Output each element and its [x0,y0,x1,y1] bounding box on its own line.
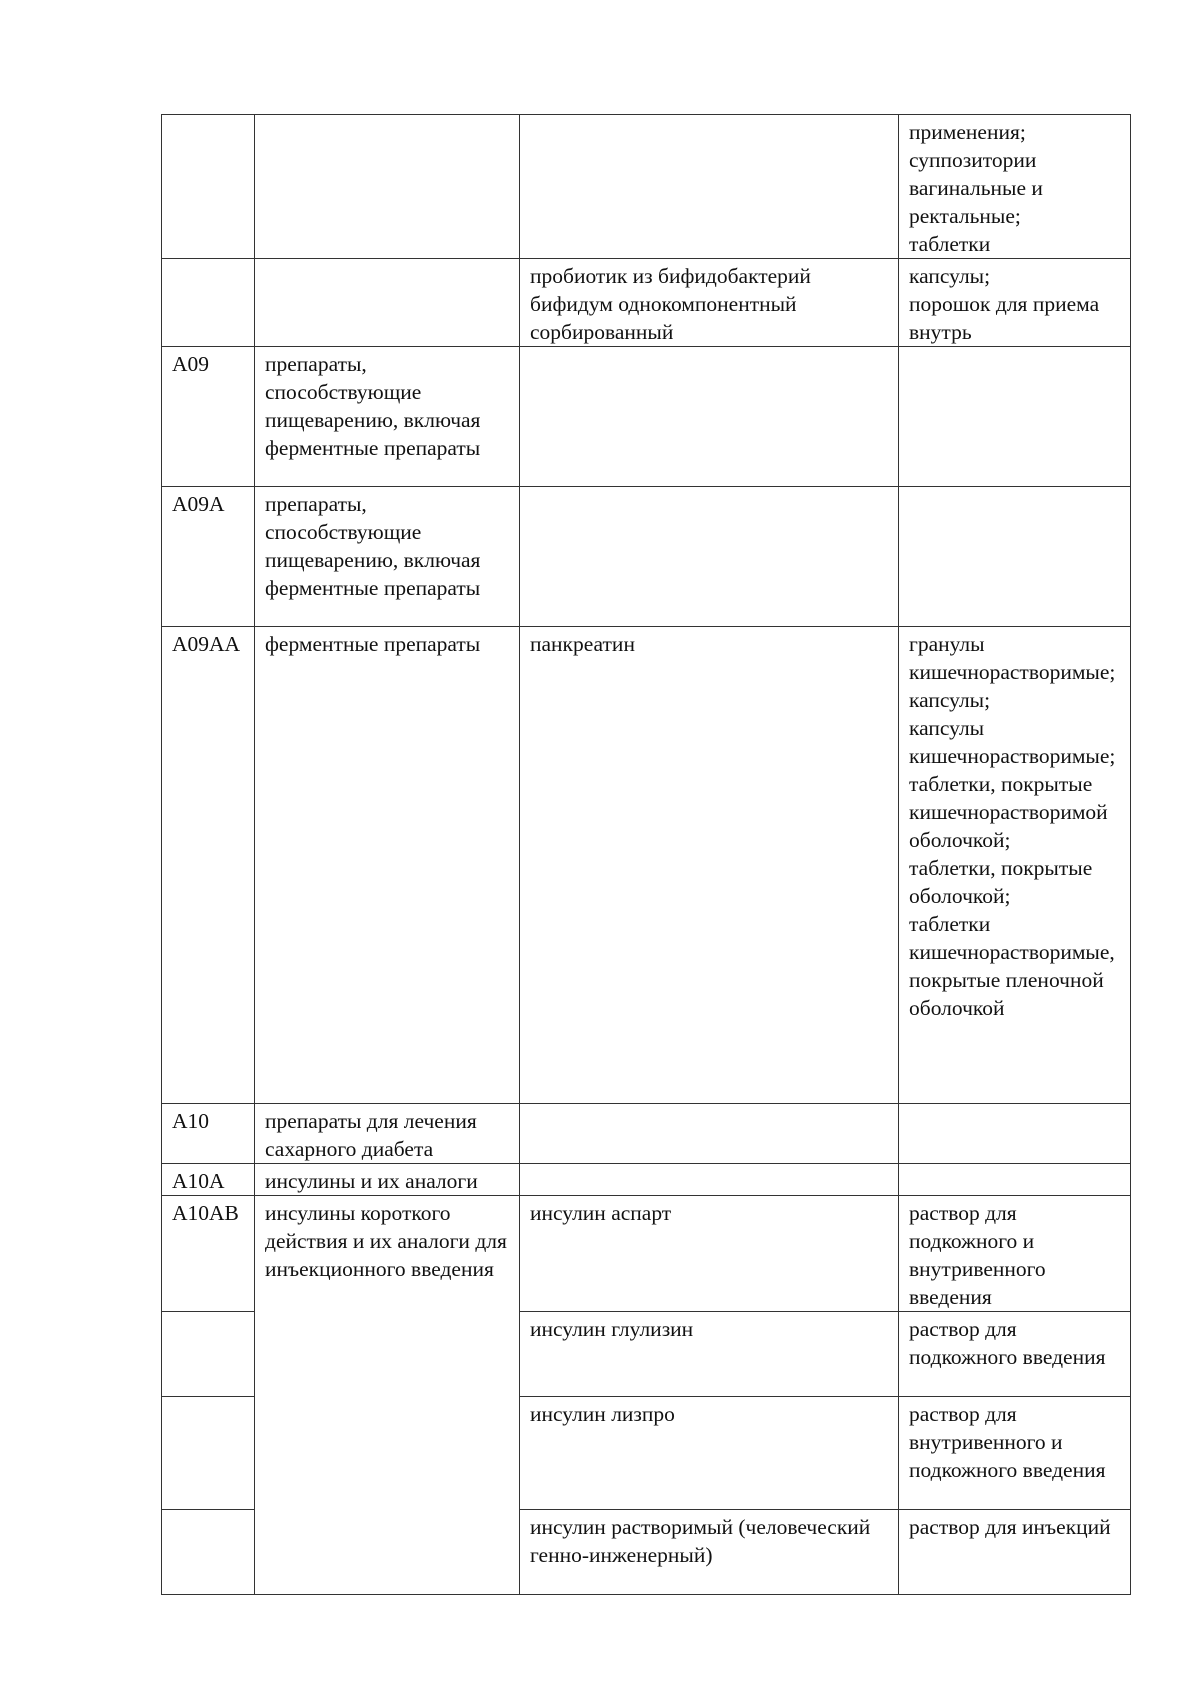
inn-cell: инсулин лизпро [520,1397,899,1510]
dosage-form: применения; [909,120,1026,144]
dosage-form: раствор для внутривенного и подкожного введения [909,1402,1106,1482]
atc-code-cell: A10A [162,1164,255,1196]
dosage-forms-cell [899,1312,1131,1397]
dosage-form: гранулы кишечнорастворимые; [909,632,1116,684]
table-row [162,487,1131,627]
atc-code-cell: A09 [162,347,255,487]
group-cell: препараты для лечения сахарного диабета [255,1104,520,1164]
dosage-form: таблетки, покрытые оболочкой; [909,856,1093,908]
dosage-form: капсулы; [909,688,991,712]
dosage-form: таблетки, покрытые кишечнорастворимой оболочкой; [909,772,1108,852]
dosage-forms-cell [899,627,1131,1104]
dosage-form: раствор для подкожного введения [909,1317,1106,1369]
dosage-form: суппозитории вагинальные и ректальные; [909,148,1043,228]
table-row [162,347,1131,487]
inn-cell: пробиотик из бифидобактерий бифидум однокомпонентный сорбированный [520,259,899,347]
dosage-forms-cell [899,259,1131,347]
inn-cell [520,1164,899,1196]
group-cell: препараты, способствующие пищеварению, включая ферментные препараты [255,347,520,487]
dosage-form: порошок для приема внутрь [909,292,1100,344]
dosage-forms-cell [899,1196,1131,1312]
table-row [162,259,1131,347]
dosage-form: раствор для подкожного и внутривенного введения [909,1201,1046,1309]
inn-cell [520,487,899,627]
dosage-forms-cell [899,1104,1131,1164]
drug-table [161,114,1131,1595]
group-cell: препараты, способствующие пищеварению, включая ферментные препараты [255,487,520,627]
atc-code-cell [162,115,255,259]
dosage-form: раствор для инъекций [909,1515,1111,1539]
dosage-forms-cell [899,1397,1131,1510]
atc-code-cell [162,1510,255,1595]
group-cell [255,259,520,347]
dosage-forms-cell [899,1510,1131,1595]
group-cell: инсулины и их аналоги [255,1164,520,1196]
group-cell: инсулины короткого действия и их аналоги для инъекционного введения [255,1196,520,1595]
inn-cell: инсулин глулизин [520,1312,899,1397]
atc-code-cell: A09AA [162,627,255,1104]
atc-code-cell: A10AB [162,1196,255,1312]
group-cell: ферментные препараты [255,627,520,1104]
dosage-forms-cell [899,487,1131,627]
atc-code-cell [162,259,255,347]
atc-code-cell: A09A [162,487,255,627]
inn-cell [520,115,899,259]
table-row [162,1164,1131,1196]
dosage-forms-cell [899,115,1131,259]
dosage-forms-cell [899,347,1131,487]
table-row [162,1196,1131,1312]
dosage-form: таблетки [909,232,991,256]
dosage-forms-cell [899,1164,1131,1196]
table-row [162,627,1131,1104]
group-cell [255,115,520,259]
atc-code-cell [162,1312,255,1397]
inn-cell: инсулин растворимый (человеческий генно-инженерный) [520,1510,899,1595]
atc-code-cell: A10 [162,1104,255,1164]
table-row [162,1104,1131,1164]
atc-code-cell [162,1397,255,1510]
inn-cell [520,1104,899,1164]
inn-cell: инсулин аспарт [520,1196,899,1312]
dosage-form: таблетки кишечнорастворимые, покрытые пленочной оболочкой [909,912,1115,1020]
dosage-form: капсулы кишечнорастворимые; [909,716,1116,768]
inn-cell: панкреатин [520,627,899,1104]
table-row [162,115,1131,259]
inn-cell [520,347,899,487]
dosage-form: капсулы; [909,264,991,288]
